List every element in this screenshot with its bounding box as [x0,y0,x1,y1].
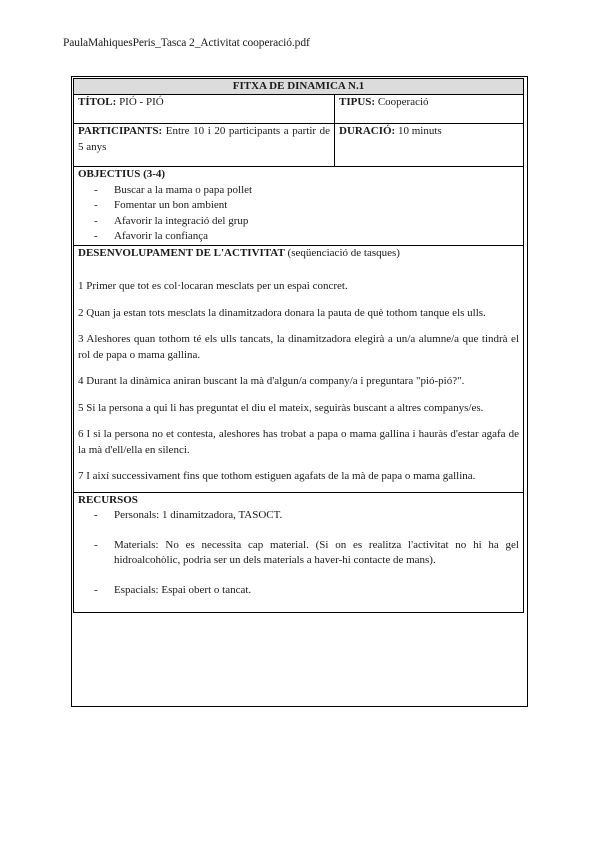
objective-item: - Fomentar un bon ambient [94,198,519,214]
title-cell [74,95,335,124]
type-label: TIPUS: [339,96,376,108]
development-step: 5 Si la persona a qui li has preguntat el diu el mateix, seguiràs buscant a altres companys/es. [78,401,484,414]
resource-text: - Materials: No es necessita cap material. (Si on es realitza l'activitat no hi ha gel hidroalcohòlic, podria ser un dels materials a haver-hi contacte de mans). [114,538,519,566]
objectives-label: OBJECTIUS (3-4) [78,168,166,180]
development-note: (seqüenciació de tasques) [284,246,400,259]
duration-value: 10 minuts [395,125,442,137]
participants-cell [74,124,335,167]
objectives-list [78,183,519,245]
participants-label: PARTICIPANTS: [78,125,163,137]
duration-label: DURACIÓ: [339,125,396,137]
resources-label: RECURSOS [78,493,138,506]
sheet-header: FITXA DE DINAMICA N.1 [74,79,524,95]
objectives-cell [74,167,524,246]
duration-cell [335,124,524,167]
development-cell [74,245,524,492]
type-value: Cooperació [375,96,429,108]
resource-item [94,583,519,599]
development-step: 2 Quan ja estan tots mesclats la dinamitzadora donara la pauta de què tothom tanque els ulls. [78,306,486,319]
title-value: PIÓ - PIÓ [116,96,164,108]
resources-cell [74,492,524,613]
activity-sheet-table [73,78,524,613]
development-step: 1 Primer que tot es col·locaran mesclats per un espai concret. [78,280,348,292]
participants-value: Entre 10 i 20 participants a partir de 5 anys [78,125,330,153]
development-label: DESENVOLUPAMENT DE L'ACTIVITAT [78,246,285,259]
development-step: 4 Durant la dinàmica aniran buscant la mà d'algun/a company/a i preguntara "pió-pió?". [78,375,465,387]
development-step: 6 I si la persona no et contesta, aleshores has trobat a papa o mama gallina i hauràs d'estar agafa de la mà d'ell/ella en silenci. [78,428,519,456]
resource-text: - Personals: 1 dinamitzadora, TASOCT. [114,509,283,521]
development-step: 3 Aleshores quan tothom té els ulls tancats, la dinamitzadora elegirà a un/a alumne/a que tindrà el rol de papa o mama gallina. [78,333,519,361]
development-step: 7 I així successivament fins que tothom estiguen agafats de la mà de papa o mama gallina. [78,470,476,482]
objective-item: - Afavorir la confiança [94,229,519,245]
objective-item: - Buscar a la mama o papa pollet [94,183,519,199]
type-cell [335,95,524,124]
resource-item [94,508,519,524]
resource-item [94,538,519,569]
document-filename: PaulaMahiquesPeris_Tasca 2_Activitat cooperació.pdf [63,37,310,49]
objective-item: - Afavorir la integració del grup [94,214,519,230]
resource-text: - Espacials: Espai obert o tancat. [114,583,252,596]
resources-list [78,508,519,598]
title-label: TÍTOL: [78,96,117,108]
